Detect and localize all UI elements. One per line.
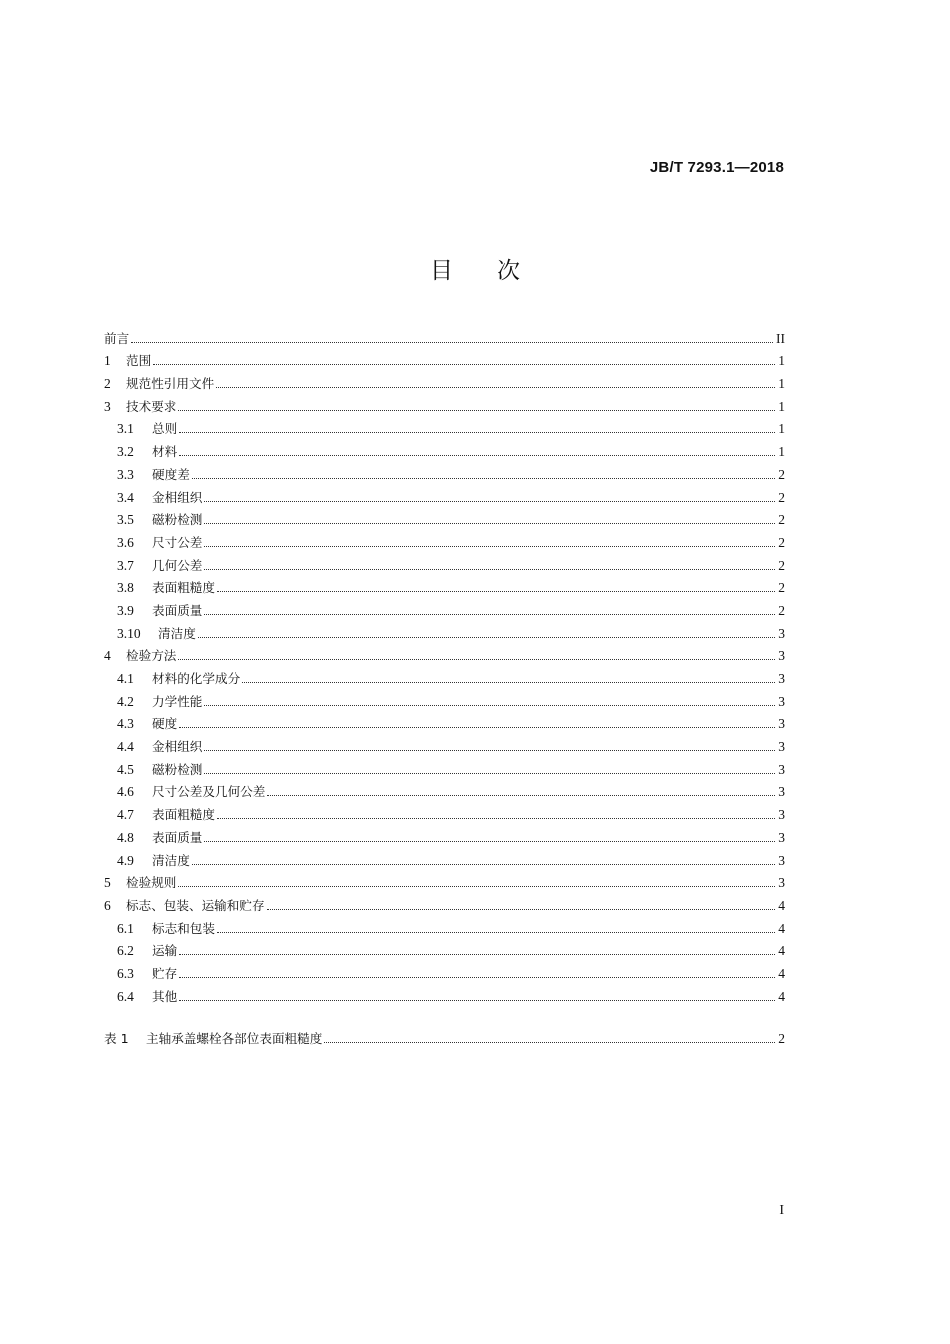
toc-entry[interactable] bbox=[104, 663, 785, 686]
toc-entry[interactable] bbox=[104, 958, 785, 981]
toc-entry-label: 表面质量 bbox=[152, 829, 203, 845]
toc-entry[interactable] bbox=[104, 913, 785, 936]
toc-leader-dots bbox=[153, 363, 775, 365]
toc-entry-label: 硬度差 bbox=[152, 466, 190, 482]
toc-leader-dots bbox=[204, 568, 775, 570]
toc-entry-page: 3 bbox=[778, 693, 785, 709]
toc-entry-label: 材料 bbox=[152, 444, 178, 460]
toc-entry-number: 4.6 bbox=[117, 784, 134, 800]
toc-entry-label: 其他 bbox=[152, 988, 178, 1004]
toc-entry-label: 前言 bbox=[104, 330, 130, 346]
toc-leader-dots bbox=[204, 704, 775, 706]
toc-entry-label: 运输 bbox=[152, 943, 178, 959]
standard-code: JB/T 7293.1—2018 bbox=[649, 159, 784, 176]
toc-entry-label: 标志和包装 bbox=[152, 920, 215, 936]
toc-entry[interactable] bbox=[104, 981, 785, 1004]
toc-entry-number: 3.7 bbox=[117, 557, 134, 573]
toc-leader-dots bbox=[204, 749, 775, 751]
toc-entry-page: 2 bbox=[778, 557, 785, 573]
toc-entry[interactable] bbox=[104, 550, 785, 573]
toc-leader-dots bbox=[204, 522, 775, 524]
toc-entry-label: 主轴承盖螺栓各部位表面粗糙度 bbox=[146, 1030, 323, 1046]
toc-entry-page: 3 bbox=[778, 784, 785, 800]
toc-leader-dots bbox=[242, 681, 775, 683]
toc-entry-label: 规范性引用文件 bbox=[126, 376, 215, 392]
toc-leader-dots bbox=[216, 386, 775, 388]
toc-entry[interactable] bbox=[104, 731, 785, 754]
toc-entry-page: 4 bbox=[778, 965, 785, 981]
toc-leader-dots bbox=[179, 999, 775, 1001]
toc-entry-page: 4 bbox=[778, 897, 785, 913]
toc-entry-number: 4.4 bbox=[117, 739, 134, 755]
toc-entry[interactable] bbox=[104, 777, 785, 800]
toc-entry-number: 4.5 bbox=[117, 761, 134, 777]
toc-entry-page: 1 bbox=[778, 444, 785, 460]
table-of-contents bbox=[104, 323, 785, 1004]
toc-entry[interactable] bbox=[104, 890, 785, 913]
toc-entry-number: 4.1 bbox=[117, 671, 134, 686]
toc-leader-dots bbox=[204, 500, 775, 502]
toc-leader-dots bbox=[198, 636, 775, 638]
toc-entry-label: 范围 bbox=[126, 353, 152, 369]
toc-leader-dots bbox=[131, 341, 773, 343]
toc-leader-dots bbox=[192, 863, 775, 865]
toc-entry[interactable] bbox=[104, 936, 785, 959]
toc-entry-page: 4 bbox=[778, 920, 785, 936]
toc-entry-number: 6.4 bbox=[117, 988, 134, 1004]
toc-entry-number: 3 bbox=[104, 398, 111, 414]
toc-entry[interactable] bbox=[104, 686, 785, 709]
toc-entry[interactable] bbox=[104, 754, 785, 777]
toc-entry-label: 总则 bbox=[152, 421, 178, 437]
toc-entry-page: 4 bbox=[778, 988, 785, 1004]
toc-leader-dots bbox=[217, 931, 775, 933]
toc-leader-dots bbox=[179, 431, 775, 433]
toc-entry-number: 4.7 bbox=[117, 807, 134, 823]
toc-entry-page: 3 bbox=[778, 875, 785, 891]
toc-entry-number: 2 bbox=[104, 376, 111, 392]
toc-entry-page: 1 bbox=[778, 376, 785, 392]
toc-entry[interactable] bbox=[104, 595, 785, 618]
page-title: 目次 bbox=[430, 258, 564, 284]
toc-entry-label: 力学性能 bbox=[152, 693, 203, 709]
toc-entry-page: 2 bbox=[778, 1030, 785, 1046]
toc-entry-page: 2 bbox=[778, 512, 785, 528]
toc-entry-label: 金相组织 bbox=[152, 739, 203, 755]
toc-entry-page: II bbox=[776, 330, 785, 346]
toc-entry[interactable] bbox=[104, 482, 785, 505]
toc-entry-page: 1 bbox=[778, 398, 785, 414]
toc-entry-number: 4.2 bbox=[117, 693, 134, 709]
toc-leader-dots bbox=[179, 454, 775, 456]
toc-entry-label: 硬度 bbox=[152, 716, 178, 732]
toc-leader-dots bbox=[217, 817, 775, 819]
toc-entry-number: 3.1 bbox=[117, 421, 134, 437]
toc-entry[interactable] bbox=[104, 459, 785, 482]
toc-entry-page: 2 bbox=[778, 466, 785, 482]
toc-entry-page: 3 bbox=[778, 648, 785, 664]
toc-entry[interactable] bbox=[104, 868, 785, 891]
toc-entry[interactable] bbox=[104, 391, 785, 414]
toc-entry[interactable] bbox=[104, 414, 785, 437]
toc-leader-dots bbox=[192, 477, 775, 479]
toc-entry[interactable] bbox=[104, 346, 785, 369]
toc-entry-page: 3 bbox=[778, 671, 785, 686]
toc-entry[interactable] bbox=[104, 709, 785, 732]
toc-entry[interactable] bbox=[104, 799, 785, 822]
toc-entry-number: 表 1 bbox=[104, 1030, 129, 1046]
toc-leader-dots bbox=[204, 545, 775, 547]
toc-entry[interactable] bbox=[104, 845, 785, 868]
toc-entry-number: 3.6 bbox=[117, 534, 134, 550]
toc-entry-label: 检验规则 bbox=[126, 875, 177, 891]
toc-entry-number: 5 bbox=[104, 875, 111, 891]
toc-entry[interactable] bbox=[104, 436, 785, 459]
toc-entry-label: 表面粗糙度 bbox=[152, 807, 215, 823]
toc-leader-dots bbox=[267, 794, 775, 796]
toc-leader-dots bbox=[204, 840, 775, 842]
toc-entry-page: 3 bbox=[778, 761, 785, 777]
toc-entry-page: 1 bbox=[778, 421, 785, 437]
toc-entry-label: 贮存 bbox=[152, 965, 178, 981]
toc-entry[interactable] bbox=[104, 527, 785, 550]
toc-entry-label: 几何公差 bbox=[152, 557, 203, 573]
toc-entry-label: 表面质量 bbox=[152, 602, 203, 618]
toc-entry-page: 3 bbox=[778, 716, 785, 732]
toc-entry-label: 尺寸公差及几何公差 bbox=[152, 784, 266, 800]
toc-entry[interactable] bbox=[104, 1023, 785, 1046]
toc-entry[interactable] bbox=[104, 573, 785, 596]
toc-leader-dots bbox=[178, 885, 775, 887]
toc-entry-number: 3.5 bbox=[117, 512, 134, 528]
toc-entry-label: 表面粗糙度 bbox=[152, 580, 215, 596]
toc-leader-dots bbox=[179, 976, 775, 978]
toc-entry-label: 材料的化学成分 bbox=[152, 671, 241, 686]
toc-leader-dots bbox=[178, 409, 775, 411]
toc-entry-page: 2 bbox=[778, 580, 785, 596]
toc-entry-label: 磁粉检测 bbox=[152, 512, 203, 528]
toc-entry-number: 3.4 bbox=[117, 489, 134, 505]
toc-leader-dots bbox=[217, 590, 775, 592]
toc-entry-number: 3.2 bbox=[117, 444, 134, 460]
toc-leader-dots bbox=[204, 613, 775, 615]
toc-entry-label: 清洁度 bbox=[152, 852, 190, 868]
toc-entry-label: 金相组织 bbox=[152, 489, 203, 505]
toc-leader-dots bbox=[267, 908, 776, 910]
toc-entry-label: 检验方法 bbox=[126, 648, 177, 664]
toc-entry-page: 4 bbox=[778, 943, 785, 959]
toc-leader-dots bbox=[178, 658, 775, 660]
toc-entry-label: 尺寸公差 bbox=[152, 534, 203, 550]
toc-entry-page: 1 bbox=[778, 353, 785, 369]
toc-entry-page: 3 bbox=[778, 739, 785, 755]
toc-entry[interactable] bbox=[104, 618, 785, 641]
toc-entry-number: 3.10 bbox=[117, 625, 141, 641]
toc-entry-page: 3 bbox=[778, 829, 785, 845]
toc-entry-label: 标志、包装、运输和贮存 bbox=[126, 897, 265, 913]
toc-entry-number: 4.8 bbox=[117, 829, 134, 845]
toc-entry[interactable] bbox=[104, 641, 785, 664]
toc-entry[interactable] bbox=[104, 368, 785, 391]
toc-leader-dots bbox=[204, 772, 775, 774]
toc-entry-number: 3.3 bbox=[117, 466, 134, 482]
toc-entry-page: 2 bbox=[778, 534, 785, 550]
toc-entry-number: 6.2 bbox=[117, 943, 134, 959]
toc-entry-page: 3 bbox=[778, 807, 785, 823]
toc-entry-number: 6.3 bbox=[117, 965, 134, 981]
toc-entry[interactable] bbox=[104, 505, 785, 528]
toc-entry-number: 4 bbox=[104, 648, 111, 664]
toc-entry-number: 3.8 bbox=[117, 580, 134, 596]
toc-entry-label: 磁粉检测 bbox=[152, 761, 203, 777]
toc-entry[interactable] bbox=[104, 822, 785, 845]
toc-entry-number: 1 bbox=[104, 353, 111, 369]
toc-leader-dots bbox=[179, 953, 775, 955]
toc-entry-label: 清洁度 bbox=[158, 625, 196, 641]
toc-entry-label: 技术要求 bbox=[126, 398, 177, 414]
toc-entry-number: 6 bbox=[104, 897, 111, 913]
page-number: I bbox=[779, 1203, 784, 1218]
toc-entry-page: 2 bbox=[778, 489, 785, 505]
toc-leader-dots bbox=[179, 726, 775, 728]
toc-entry[interactable] bbox=[104, 323, 785, 346]
list-of-tables bbox=[104, 1023, 785, 1046]
toc-entry-page: 2 bbox=[778, 602, 785, 618]
toc-entry-number: 4.3 bbox=[117, 716, 134, 732]
toc-entry-number: 4.9 bbox=[117, 852, 134, 868]
toc-entry-page: 3 bbox=[778, 852, 785, 868]
toc-entry-number: 3.9 bbox=[117, 602, 134, 618]
toc-entry-page: 3 bbox=[778, 625, 785, 641]
toc-entry-number: 6.1 bbox=[117, 920, 134, 936]
toc-leader-dots bbox=[324, 1041, 775, 1043]
